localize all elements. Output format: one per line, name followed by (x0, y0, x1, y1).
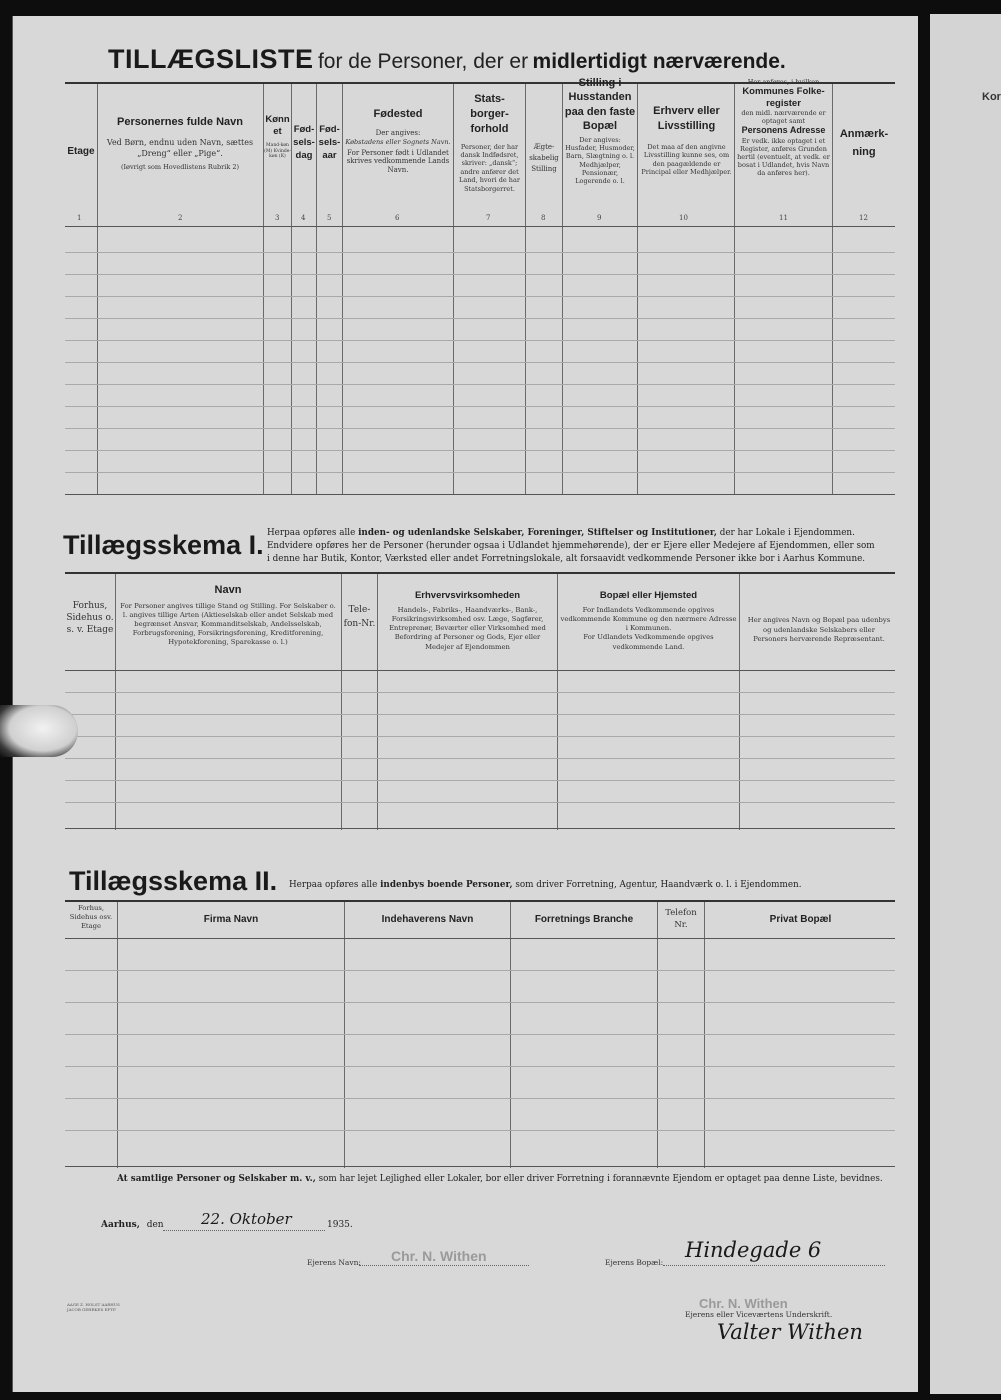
s2-vline (117, 902, 118, 1168)
thumb (0, 705, 78, 757)
s2-row-line (65, 1098, 895, 1099)
col-number: 2 (178, 214, 183, 222)
t1-row-line (65, 406, 895, 407)
s1-header-rule (65, 670, 895, 671)
t1-col-name-desc: Ved Børn, endnu uden Navn, sættes „Dreng“ eller „Pige“. (106, 137, 254, 158)
t1-row-line (65, 384, 895, 385)
census-form-page (12, 16, 918, 1392)
s1-row-line (65, 758, 895, 759)
t1-col-birthplace-desc1: Der angives: (375, 128, 421, 137)
t1-col-household-desc: Der angives: Husfader, Husmoder, Barn, Slægtning o. l. Medhjælper, Pensionær, Logerende o. l. (565, 136, 635, 185)
t1-col-birthplace-title: Fødested (373, 108, 423, 120)
adjacent-page-fragment: Kor (982, 91, 1001, 103)
skema1-intro (267, 527, 907, 565)
year: 1935. (327, 1220, 353, 1230)
main-title (108, 44, 928, 75)
t1-col-register-title2: Personens Adresse (741, 125, 826, 136)
city: Aarhus, (101, 1220, 140, 1230)
owner-name-stamp: Chr. N. Withen (391, 1248, 487, 1264)
col-number: 7 (486, 214, 491, 222)
t1-col-register-desc2: den midl. nærværende er optaget samt (741, 108, 826, 125)
declaration-bold: At samtlige Personer og Selskaber m. v., (117, 1174, 316, 1184)
s1-col-residence (560, 590, 737, 652)
den-label: den (146, 1220, 164, 1230)
owner-address-handwritten: Hindegade 6 (685, 1238, 822, 1262)
skema2-top-rule (65, 900, 895, 902)
s1-row-line (65, 802, 895, 803)
skema1-intro-line2: Endvidere opføres her de Personer (herunder ogsaa i Udlandet hjemmehørende), der er Ejere eller Medejere af Ejendommen, eller som (267, 540, 875, 551)
t1-col-birthday (292, 124, 316, 162)
s1-col-phone: Tele-fon-Nr. (343, 605, 376, 629)
t1-row-line (65, 450, 895, 451)
s1-vline (557, 574, 558, 830)
t1-col-birthyear (317, 124, 342, 162)
t1-vline (453, 84, 454, 494)
col-number: 12 (859, 214, 868, 222)
s1-col-representative: Her angives Navn og Bopæl paa udenbys og udenlandske Selskabers eller Personers herværende Repræsentant. (747, 616, 891, 644)
t1-vline (342, 84, 343, 494)
t1-col-gender (264, 114, 291, 160)
s2-vline (657, 902, 658, 1168)
t1-col-register (736, 78, 831, 177)
t1-bottom-rule (65, 494, 895, 495)
t1-col-citizenship (456, 92, 523, 193)
t1-col-citizenship-desc: Personer, der har dansk Indfødsret, skriver: „dansk“; andre anfører det Land, hvori de har Statsborgerret. (459, 142, 520, 193)
skema2-title: Tillægsskema II. (69, 866, 278, 896)
col-number: 10 (679, 214, 688, 222)
skema1-intro-1b: inden- og udenlandske Selskaber, Foreninger, Stiftelser og Institutioner, (358, 528, 717, 538)
skema2-intro-b: indenbys boende Personer, (380, 880, 513, 890)
s2-vline (510, 902, 511, 1168)
signature-handwritten: Valter Withen (717, 1320, 863, 1344)
col-number: 11 (779, 214, 788, 222)
t1-col-occupation (640, 104, 733, 177)
adjacent-page (930, 14, 1001, 1394)
t1-vline (97, 84, 98, 494)
s2-col-floor: Forhus, Sidehus osv. Etage (69, 904, 113, 930)
s2-row-line (65, 970, 895, 971)
t1-header-rule (65, 226, 895, 227)
t1-col-birthday-title: Fød-sels-dag (293, 124, 315, 161)
s1-vline (341, 574, 342, 830)
skema1-intro-line3: i denne har Butik, Kontor, Værksted eller andet Forretningslokale, alt forsaavidt vedkommende Personer ikke bor i Aarhus Kommune. (267, 553, 866, 564)
s1-col-floor: Forhus, Sidehus o. s. v. Etage (66, 601, 114, 636)
skema1-intro-1c: der har Lokale i Ejendommen. (719, 528, 855, 538)
s1-row-line (65, 692, 895, 693)
col-number: 5 (327, 214, 332, 222)
col-number: 8 (541, 214, 546, 222)
s2-col-firm: Firma Navn (203, 914, 259, 925)
t1-col-birthplace-desc3: For Personer født i Udlandet skrives vedkommende Lands Navn. (346, 148, 450, 175)
declaration (117, 1174, 897, 1184)
s1-col-name-title: Navn (214, 584, 242, 596)
t1-col-gender-title: Kønnet (265, 114, 290, 138)
skema1-intro-1a: Herpaa opføres alle (267, 528, 356, 538)
t1-row-line (65, 428, 895, 429)
s1-col-business-desc: Handels-, Fabriks-, Haandværks-, Bank-, Forsikringsvirksomhed osv. Læge, Sagfører, Entreprenør, Beværter eller Virksomhed med Befordring af Personer og Gods, Ejer eller Medejer af Ejendommen (389, 605, 546, 651)
owner-name-line (359, 1265, 529, 1266)
t1-row-line (65, 274, 895, 275)
skema1-intro-line1 (267, 527, 907, 540)
col-number: 1 (77, 214, 82, 222)
skema1-top-rule (65, 572, 895, 574)
date-dotted-line (163, 1230, 325, 1231)
t1-col-occupation-desc: Det maa af den angivne Livsstilling kunne ses, om den paagældende er Principal eller Medhjælper. (641, 142, 732, 177)
t1-col-etage-title: Etage (67, 146, 95, 157)
t1-col-household (564, 76, 636, 185)
s2-col-owner: Indehaverens Navn (381, 914, 474, 925)
s2-vline (344, 902, 345, 1168)
s1-vline (377, 574, 378, 830)
s2-row-line (65, 1130, 895, 1131)
s2-row-line (65, 1002, 895, 1003)
t1-vline (734, 84, 735, 494)
col-number: 3 (275, 214, 280, 222)
s1-col-residence-title: Bopæl eller Hjemsted (599, 590, 698, 601)
skema2-intro-a: Herpaa opføres alle (289, 880, 378, 890)
t1-col-birthplace (345, 108, 451, 175)
s1-col-business (380, 590, 555, 652)
s2-vline (704, 902, 705, 1168)
t1-col-name (101, 116, 259, 171)
t1-row-line (65, 252, 895, 253)
date-handwritten: 22. Oktober (201, 1210, 292, 1228)
signature-stamp: Chr. N. Withen (699, 1296, 788, 1311)
s2-col-private-address: Privat Bopæl (769, 914, 832, 925)
t1-vline (637, 84, 638, 494)
s1-row-line (65, 780, 895, 781)
s1-row-line (65, 736, 895, 737)
s2-row-line (65, 1034, 895, 1035)
col-number: 6 (395, 214, 400, 222)
col-number: 4 (301, 214, 306, 222)
s2-col-branch: Forretnings Branche (534, 914, 634, 925)
t1-vline (562, 84, 563, 494)
col-number: 9 (597, 214, 602, 222)
t1-row-line (65, 362, 895, 363)
s2-header-rule (65, 938, 895, 939)
t1-col-name-note: (Iøvrigt som Hovedlistens Rubrik 2) (120, 163, 240, 172)
date-line (101, 1220, 164, 1230)
t1-col-gender-desc: Mand-køn (M) Kvinde-køn (K) (264, 142, 291, 160)
printer-imprint: AAGE Z. HOLST AARHUS JACOB GEHRKES EFTF. (67, 1302, 120, 1313)
owner-name-label: Ejerens Navn: (307, 1258, 361, 1267)
t1-col-marital-title: Ægte-skabelig Stilling (529, 143, 559, 174)
s1-col-business-title: Erhvervsvirksomheden (414, 590, 521, 601)
owner-address-line (663, 1265, 885, 1266)
t1-col-register-desc3: Er vedk. ikke optaget i et Register, anføres Grunden hertil (eventuelt, at vedk. er bosat i Udlandet, hvis Navn da anføres her). (737, 136, 830, 178)
s2-bottom-rule (65, 1166, 895, 1167)
t1-col-remarks (833, 126, 895, 161)
t1-col-household-title: Stilling i Husstanden paa den faste Bopæl (564, 77, 636, 132)
t1-col-occupation-title: Erhverv eller Livsstilling (653, 105, 720, 133)
s1-vline (115, 574, 116, 830)
s2-col-phone: Telefon Nr. (665, 908, 697, 930)
owner-address-label: Ejerens Bopæl: (605, 1258, 664, 1267)
title-end: midlertidigt nærværende. (532, 50, 786, 73)
declaration-rest: som har lejet Lejlighed eller Lokaler, bor eller driver Forretning i forannævnte Ejendom er optaget paa denne Liste, bevidnes. (318, 1174, 883, 1184)
t1-col-register-title1: Kommunes Folke-register (742, 86, 825, 109)
t1-col-register-desc1: Her anføres, i hvilken (747, 78, 820, 86)
s1-col-residence-desc2: For Udlandets Vedkommende opgives vedkommende Land. (583, 633, 714, 651)
t1-col-marital (526, 142, 562, 176)
t1-col-birthplace-desc2: Købstadens eller Sognets Navn. (345, 137, 451, 146)
signature-label: Ejerens eller Viceværtens Underskrift. (685, 1310, 833, 1319)
skema2-intro-c: som driver Forretning, Agentur, Haandværk o. l. i Ejendommen. (515, 880, 802, 890)
s1-bottom-rule (65, 828, 895, 829)
s1-col-name-desc: For Personer angives tillige Stand og Stilling. For Selskaber o. l. angives tillige Arten (Aktieselskab eller andet Selskab med begrænset Ansvar, Kommanditselskab, Andelsselskab, Forbrugsforening, Forsikringsforening, Kreditforening, Hypotekforening, Sparekasse o. l.) (120, 601, 336, 647)
t1-col-remarks-title: Anmærk-ning (839, 128, 889, 158)
title-bold: TILLÆGSLISTE (108, 44, 314, 74)
t1-row-line (65, 472, 895, 473)
t1-row-line (65, 296, 895, 297)
s1-row-line (65, 714, 895, 715)
t1-col-birthyear-title: Fød-sels-aar (318, 124, 341, 161)
s2-row-line (65, 1066, 895, 1067)
title-middle: for de Personer, der er (317, 50, 529, 73)
t1-col-name-title: Personernes fulde Navn (117, 116, 243, 128)
t1-row-line (65, 340, 895, 341)
s1-col-residence-desc1: For Indlandets Vedkommende opgives vedkommende Kommune og den nærmere Adresse i Kommunen. (560, 605, 737, 633)
s1-col-name (117, 584, 339, 648)
skema2-intro (289, 880, 802, 890)
s1-vline (739, 574, 740, 830)
skema1-title: Tillægsskema I. (63, 530, 264, 560)
t1-col-etage (65, 146, 97, 159)
t1-col-citizenship-title: Stats-borger-forhold (470, 93, 509, 135)
t1-row-line (65, 318, 895, 319)
